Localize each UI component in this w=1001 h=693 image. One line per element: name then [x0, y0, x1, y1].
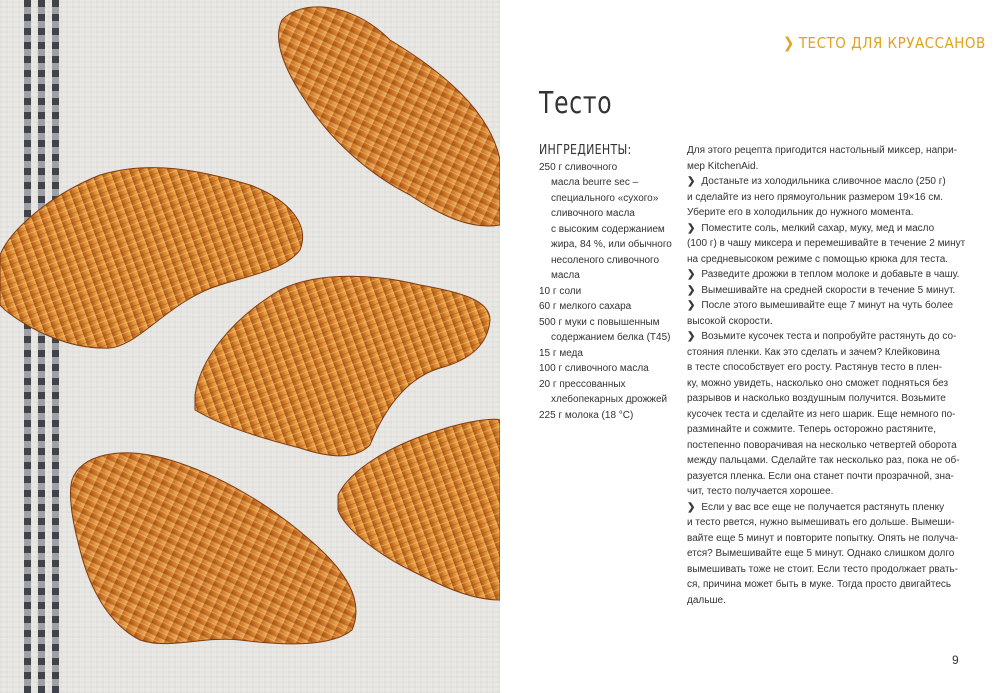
instruction-line: ся, причина может быть в муке. Тогда просто двигайтесь [687, 579, 952, 590]
page-title: Тесто [539, 86, 613, 121]
instruction-line: Разведите дрожжи в теплом молоке и добавьте в чашу. [701, 269, 960, 280]
instruction-line: ется? Вымешивайте еще 5 минут. Однако слишком долго [687, 548, 955, 559]
ingredient-line: 15 г меда [539, 347, 583, 359]
ingredient-item [539, 315, 679, 346]
instruction-step [687, 221, 979, 268]
instruction-line: разрывов и насколько воздушным получится. Возьмите [687, 393, 946, 404]
instruction-line: высокой скорости. [687, 315, 773, 327]
instruction-line: вымешивать тоже не стоит. Если тесто продолжает рвать- [687, 563, 959, 575]
instruction-line: между пальцами. Сделайте так несколько раз, пока не об- [687, 455, 960, 466]
ingredient-item [539, 299, 679, 315]
ingredient-line: 250 г сливочного [539, 161, 618, 173]
instruction-step [687, 283, 979, 299]
intro-paragraph [687, 143, 979, 174]
croissant-photo [0, 0, 500, 693]
instruction-line: дальше. [687, 594, 726, 606]
chevron-right-icon: ❯ [687, 300, 696, 311]
chevron-right-icon: ❯ [687, 501, 696, 513]
chapter-header [783, 34, 986, 52]
instruction-line: кусочек теста и сделайте из него шарик. Еще немного по- [687, 408, 956, 420]
instruction-line: Для этого рецепта пригодится настольный миксер, напри- [687, 145, 958, 156]
ingredient-line: 10 г соли [539, 285, 582, 297]
instruction-step [687, 267, 979, 283]
instruction-line: стояния пленки. Как это сделать и зачем? Клейковина [687, 346, 940, 358]
ingredient-line: масла beurre sec – [551, 177, 639, 188]
instruction-line: на средневысоком режиме с помощью крюка для теста. [687, 253, 949, 265]
ingredients-heading: ИНГРЕДИЕНТЫ: [539, 143, 632, 158]
instruction-line: постепенно поворачивая на несколько четвертей оборота [687, 439, 957, 451]
instruction-line: мер KitchenAid. [687, 160, 759, 172]
ingredient-item [539, 346, 679, 362]
instruction-line: Возьмите кусочек теста и попробуйте растянуть до со- [701, 331, 957, 342]
chevron-right-icon: ❯ [687, 331, 696, 342]
ingredient-line: с высоким содержанием [551, 223, 665, 235]
ingredient-list [539, 160, 679, 424]
ingredient-line: сливочного масла [551, 208, 635, 219]
ingredient-line: 60 г мелкого сахара [539, 301, 632, 312]
ingredient-item [539, 361, 679, 377]
chevron-right-icon: ❯ [783, 34, 795, 52]
instruction-line: разуется пленка. Если она станет почти прозрачной, зна- [687, 470, 954, 482]
croissants-illustration [0, 0, 500, 693]
ingredient-line: масла [551, 270, 580, 281]
instruction-line: чит, тесто получается хорошее. [687, 486, 834, 497]
chevron-right-icon: ❯ [687, 176, 696, 187]
instruction-line: и тесто рвется, нужно вымешивать его дольше. Вымеши- [687, 517, 955, 528]
instruction-line: Уберите его в холодильник до нужного момента. [687, 207, 914, 218]
ingredient-line: 225 г молока (18 °C) [539, 409, 634, 421]
ingredient-line: жира, 84 %, или обычного [551, 239, 672, 250]
croissant-top [279, 7, 500, 226]
instruction-line: Если у вас все еще не получается растянуть пленку [701, 501, 945, 513]
ingredient-line: 100 г сливочного масла [539, 363, 649, 374]
instruction-step [687, 329, 979, 500]
instruction-line: ку, можно увидеть, насколько оно сможет подняться без [687, 377, 949, 389]
instruction-line: вайте еще 5 минут и повторите попытку. Опять не получа- [687, 532, 959, 544]
ingredient-line: содержанием белка (T45) [551, 332, 671, 343]
ingredient-item [539, 408, 679, 424]
ingredient-line: 20 г прессованных [539, 378, 626, 390]
instruction-line: Достаньте из холодильника сливочное масло (250 г) [701, 176, 946, 187]
instruction-step [687, 174, 979, 221]
croissant-lower-left [70, 453, 356, 644]
instruction-line: (100 г) в чашу миксера и перемешивайте в течение 2 минут [687, 238, 966, 249]
chevron-right-icon: ❯ [687, 284, 696, 296]
chevron-right-icon: ❯ [687, 222, 696, 234]
chevron-right-icon: ❯ [687, 269, 696, 280]
chapter-header-label: ТЕСТО ДЛЯ КРУАССАНОВ [798, 34, 986, 52]
ingredient-line: хлебопекарных дрожжей [551, 394, 668, 405]
instruction-line: в тесте способствует его росту. Растянув тесто в плен- [687, 362, 943, 373]
instruction-line: Поместите соль, мелкий сахар, муку, мед и масло [701, 222, 935, 234]
instruction-step [687, 298, 979, 329]
instruction-line: Вымешивайте на средней скорости в течение 5 минут. [701, 284, 956, 296]
instruction-line: После этого вымешивайте еще 7 минут на чуть более [701, 300, 954, 311]
ingredient-item [539, 284, 679, 300]
instruction-line: и сделайте из него прямоугольник размером 19×16 см. [687, 191, 944, 203]
instructions-column [687, 143, 979, 608]
ingredient-line: несоленого сливочного [551, 254, 660, 266]
ingredient-line: специального «сухого» [551, 192, 659, 204]
ingredient-item [539, 377, 679, 408]
page-number: 9 [952, 653, 959, 667]
ingredient-item [539, 160, 679, 284]
ingredient-line: 500 г муки с повышенным [539, 316, 660, 328]
instruction-line: разминайте и сожмите. Теперь осторожно растяните, [687, 424, 937, 435]
instruction-step [687, 500, 979, 609]
ingredients-section [539, 143, 679, 423]
